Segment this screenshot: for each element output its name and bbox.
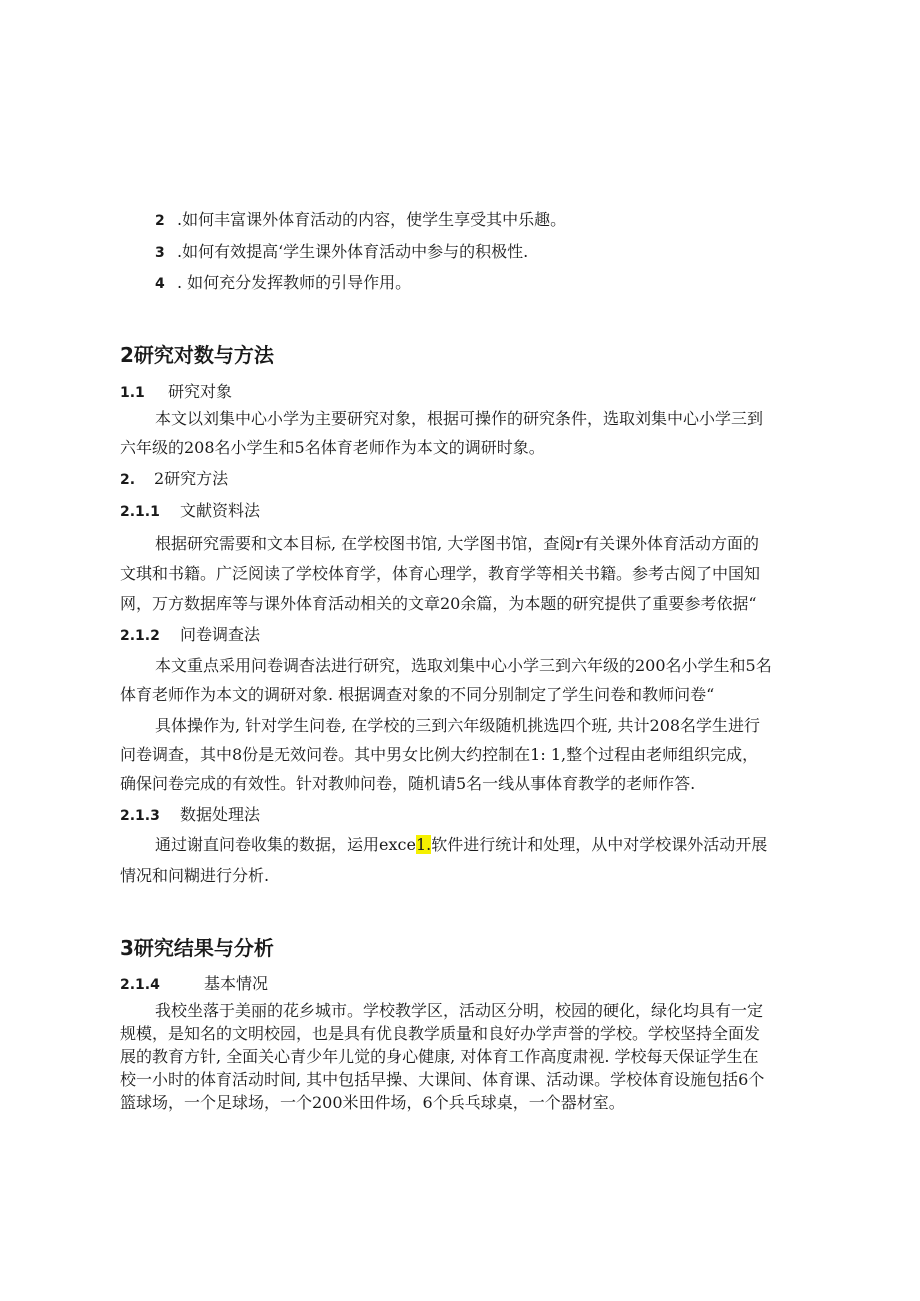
subsection-heading-2-1-2: 2.1.2 问卷调查法 [120,625,261,644]
list-item: 4 . 如何充分发挥教师的引导作用。 [155,273,412,292]
paragraph-line: 篮球场，一个足球场，一个200米田件场，6个兵乓球桌，一个器材室。 [120,1093,625,1112]
paragraph-line: 网，万方数据库等与课外体育活动相关的文章20余篇，为本题的研究提供了重要参考依据“ [120,594,757,613]
paragraph-line: 情况和问糊进行分析. [120,866,270,885]
subsection-heading-1-1: 1.1 研究对象 [120,382,233,401]
section-2-heading: 2研究对数与方法 [120,343,274,367]
paragraph-line: 展的教育方针, 全面关心青少年儿觉的身心健康, 对体育工作高度肃视. 学校每天保证学生在 [120,1047,759,1066]
paragraph-line: 六年级的208名小学生和5名体育老师作为本文的调研时象。 [120,438,545,457]
subsection-heading-2-2: 2. 2研究方法 [120,469,229,488]
highlighted-text: 1. [415,835,432,854]
paragraph-line: 我校坐落于美丽的花乡城市。学校教学区，活动区分明，校园的硬化，绿化均具有一定 [155,1001,764,1020]
paragraph-line: 规模，是知名的文明校园，也是具有优良教学质量和良好办学声誉的学校。学校坚持全面发 [120,1024,761,1043]
paragraph-line: 文琪和书籍。广泛阅读了学校体育学，体育心理学，教育学等相关书籍。参考古阅了中国知 [120,564,761,583]
paragraph-line: 体育老师作为本文的调研对象. 根据调查对象的不同分别制定了学生问卷和教师问卷“ [120,685,715,704]
paragraph-line: 确保问卷完成的有效性。针对教帅问卷，随机请5名一线从事体育教学的老师作答. [120,774,696,793]
paragraph-line: 问卷调查，其中8份是无效问卷。其中男女比例大约控制在1: 1,整个过程由老师组织完成， [120,745,759,764]
paragraph-line: 具体操作为, 针对学生问卷, 在学校的三到六年级随机挑选四个班, 共计208名学生进行 [155,716,761,735]
subsection-heading-2-1-3: 2.1.3 数据处理法 [120,805,261,824]
paragraph-line: 本文重点采用问卷调杳法进行研究，选取刘集中心小学三到六年级的200名小学生和5名 [155,656,772,675]
subsection-heading-2-1-1: 2.1.1 文献资料法 [120,501,261,520]
subsection-heading-2-1-4: 2.1.4 基本情况 [120,974,269,993]
section-3-heading: 3研究结果与分析 [120,936,274,960]
paragraph-line: 校一小时的体育活动时间, 其中包括早操、大课间、体育课、活动课。学校体育设施包括6个 [120,1070,765,1089]
paragraph-line: 根据研究需要和文本目标, 在学校图书馆, 大学图书馆，查阅r有关课外体育活动方面的 [155,534,759,553]
paragraph-line: 本文以刘集中心小学为主要研究对象，根据可操作的研究条件，选取刘集中心小学三到 [155,409,764,428]
list-item: 2 .如何丰富课外体育活动的内容，使学生享受其中乐趣。 [155,210,567,229]
list-item: 3 .如何有效提高‘学生课外体育活动中参与的积极性. [155,242,529,261]
paragraph-line: 通过谢直问卷收集的数据，运用exce1.软件进行统计和处理，从中对学校课外活动开展 [155,835,768,854]
